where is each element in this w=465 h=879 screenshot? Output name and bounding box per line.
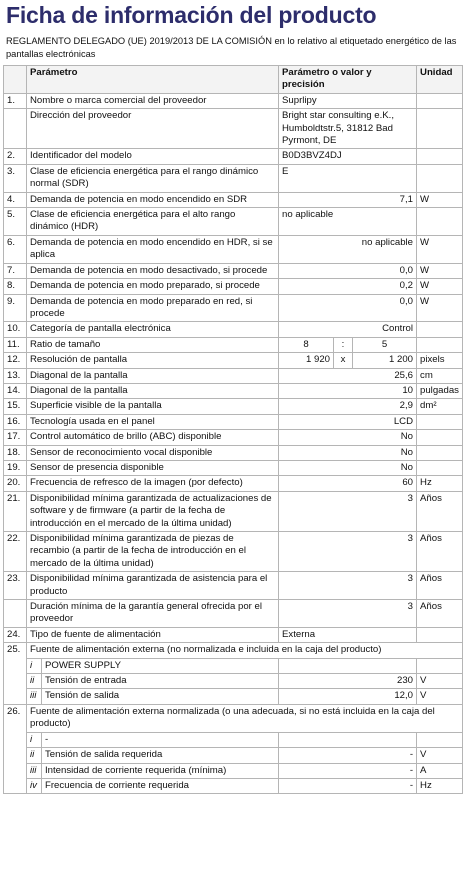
table-row: [4, 353, 463, 368]
row-parameter: Tipo de fuente de alimentación: [27, 627, 279, 642]
row-value: 3: [279, 572, 417, 600]
row-parameter: Diagonal de la pantalla: [27, 368, 279, 383]
row-number: 25.: [4, 643, 27, 705]
sub-unit: V: [417, 674, 463, 689]
row-unit: pulgadas: [417, 383, 463, 398]
row-number: 7.: [4, 263, 27, 278]
sub-parameter: Intensidad de corriente requerida (mínima): [42, 763, 279, 778]
row-parameter: Demanda de potencia en modo preparado en red, si procede: [27, 294, 279, 322]
row-number: 13.: [4, 368, 27, 383]
header-value: Parámetro o valor y precisión: [279, 66, 417, 94]
row-parameter: Diagonal de la pantalla: [27, 383, 279, 398]
row-number: 1.: [4, 93, 27, 108]
row-parameter: Tecnología usada en el panel: [27, 414, 279, 429]
row-number: 2.: [4, 149, 27, 164]
row-value: 0,2: [279, 279, 417, 294]
sub-index: ii: [27, 674, 42, 689]
ratio-width: 8: [279, 337, 334, 352]
sub-index: ii: [27, 748, 42, 763]
table-row: [4, 414, 463, 429]
row-number: [4, 109, 27, 149]
row-number: 12.: [4, 353, 27, 368]
row-number: 23.: [4, 572, 27, 600]
row-value: 0,0: [279, 294, 417, 322]
table-row: [4, 294, 463, 322]
sub-parameter: Tensión de salida requerida: [42, 748, 279, 763]
row-number: 9.: [4, 294, 27, 322]
table-row: [4, 600, 463, 628]
row-parameter: Disponibilidad mínima garantizada de actualizaciones de software y de firmware (a partir de la fecha de introducción en el mercado de la última unidad): [27, 491, 279, 531]
table-row: [4, 476, 463, 491]
table-row: [4, 164, 463, 192]
row-unit: [417, 430, 463, 445]
row-parameter: Frecuencia de refresco de la imagen (por defecto): [27, 476, 279, 491]
row-value: no aplicable: [279, 235, 417, 263]
row-parameter: Categoría de pantalla electrónica: [27, 322, 279, 337]
sub-row: [4, 674, 463, 689]
row-number: 11.: [4, 337, 27, 352]
resolution-separator: x: [334, 353, 353, 368]
row-parameter: Identificador del modelo: [27, 149, 279, 164]
row-value: 25,6: [279, 368, 417, 383]
sub-unit: V: [417, 748, 463, 763]
table-body: [4, 93, 463, 794]
row-unit: [417, 627, 463, 642]
header-unit: Unidad: [417, 66, 463, 94]
row-unit: [417, 208, 463, 236]
row-unit: Años: [417, 491, 463, 531]
row-number: 21.: [4, 491, 27, 531]
row-parameter: Clase de eficiencia energética para el alto rango dinámico (HDR): [27, 208, 279, 236]
row-value: 0,0: [279, 263, 417, 278]
table-row: [4, 643, 463, 658]
row-number: 22.: [4, 532, 27, 572]
row-unit: Hz: [417, 476, 463, 491]
row-value: 3: [279, 532, 417, 572]
table-row: [4, 368, 463, 383]
row-unit: cm: [417, 368, 463, 383]
table-row: [4, 337, 463, 352]
sub-value: [279, 658, 417, 673]
group-title: Fuente de alimentación externa normalizada (o una adecuada, si no está incluida en la caja del producto): [27, 704, 463, 732]
row-value: 3: [279, 600, 417, 628]
row-parameter: Demanda de potencia en modo encendido en HDR, si se aplica: [27, 235, 279, 263]
table-row: [4, 235, 463, 263]
table-row: [4, 491, 463, 531]
sub-value: -: [279, 778, 417, 793]
sub-parameter: Tensión de entrada: [42, 674, 279, 689]
row-value: Bright star consulting e.K., Humboldtstr.5, 31812 Bad Pyrmont, DE: [279, 109, 417, 149]
row-unit: [417, 149, 463, 164]
sub-row: [4, 778, 463, 793]
table-row: [4, 460, 463, 475]
group-title: Fuente de alimentación externa (no normalizada e incluida en la caja del producto): [27, 643, 463, 658]
row-unit: W: [417, 294, 463, 322]
row-value: LCD: [279, 414, 417, 429]
row-unit: W: [417, 263, 463, 278]
row-unit: [417, 93, 463, 108]
row-parameter: Dirección del proveedor: [27, 109, 279, 149]
table-row: [4, 322, 463, 337]
row-number: 17.: [4, 430, 27, 445]
row-parameter: Nombre o marca comercial del proveedor: [27, 93, 279, 108]
row-parameter: Sensor de presencia disponible: [27, 460, 279, 475]
sub-row: [4, 689, 463, 704]
row-number: 8.: [4, 279, 27, 294]
sub-row: [4, 748, 463, 763]
ratio-height: 5: [353, 337, 417, 352]
row-parameter: Control automático de brillo (ABC) disponible: [27, 430, 279, 445]
sub-parameter: -: [42, 732, 279, 747]
sub-index: iii: [27, 763, 42, 778]
row-number: 16.: [4, 414, 27, 429]
row-parameter: Demanda de potencia en modo desactivado, si procede: [27, 263, 279, 278]
resolution-height: 1 200: [353, 353, 417, 368]
row-value: 60: [279, 476, 417, 491]
table-row: [4, 263, 463, 278]
sub-value: 12,0: [279, 689, 417, 704]
row-unit: W: [417, 279, 463, 294]
row-value: 3: [279, 491, 417, 531]
row-unit: [417, 322, 463, 337]
row-unit: W: [417, 235, 463, 263]
row-unit: [417, 460, 463, 475]
row-unit: W: [417, 192, 463, 207]
sub-index: iii: [27, 689, 42, 704]
row-value: No: [279, 430, 417, 445]
row-number: 4.: [4, 192, 27, 207]
table-row: [4, 399, 463, 414]
row-value: No: [279, 460, 417, 475]
row-parameter: Demanda de potencia en modo encendido en SDR: [27, 192, 279, 207]
ratio-separator: :: [334, 337, 353, 352]
row-number: 6.: [4, 235, 27, 263]
sub-parameter: POWER SUPPLY: [42, 658, 279, 673]
table-row: [4, 279, 463, 294]
regulation-subtitle: REGLAMENTO DELEGADO (UE) 2019/2013 DE LA COMISIÓN en lo relativo al etiquetado energético de las pantallas electrónicas: [6, 36, 457, 59]
sub-unit: A: [417, 763, 463, 778]
table-row: [4, 93, 463, 108]
row-value: Control: [279, 322, 417, 337]
sub-index: i: [27, 658, 42, 673]
sub-unit: V: [417, 689, 463, 704]
sub-index: iv: [27, 778, 42, 793]
table-row: [4, 430, 463, 445]
table-row: [4, 383, 463, 398]
sub-row: [4, 763, 463, 778]
table-row: [4, 704, 463, 732]
row-number: 24.: [4, 627, 27, 642]
sub-value: 230: [279, 674, 417, 689]
row-number: 15.: [4, 399, 27, 414]
table-row: [4, 208, 463, 236]
row-parameter: Sensor de reconocimiento vocal disponible: [27, 445, 279, 460]
row-unit: Años: [417, 600, 463, 628]
table-row: [4, 445, 463, 460]
row-parameter: Disponibilidad mínima garantizada de piezas de recambio (a partir de la fecha de introducción en el mercado de la última unidad): [27, 532, 279, 572]
row-parameter: Resolución de pantalla: [27, 353, 279, 368]
row-parameter: Disponibilidad mínima garantizada de asistencia para el producto: [27, 572, 279, 600]
row-parameter: Duración mínima de la garantía general ofrecida por el proveedor: [27, 600, 279, 628]
row-number: 5.: [4, 208, 27, 236]
row-unit: [417, 414, 463, 429]
sub-parameter: Tensión de salida: [42, 689, 279, 704]
row-unit: [417, 164, 463, 192]
row-value: no aplicable: [279, 208, 417, 236]
product-info-table: [3, 65, 463, 794]
row-unit: [417, 337, 463, 352]
sub-row: [4, 732, 463, 747]
row-unit: [417, 109, 463, 149]
header-number: [4, 66, 27, 94]
page-title: Ficha de información del producto: [6, 2, 377, 28]
sub-unit: Hz: [417, 778, 463, 793]
table-header-row: [4, 66, 463, 94]
table-row: [4, 149, 463, 164]
row-number: 19.: [4, 460, 27, 475]
sub-index: i: [27, 732, 42, 747]
sub-value: [279, 732, 417, 747]
table-row: [4, 192, 463, 207]
table-row: [4, 532, 463, 572]
row-unit: pixels: [417, 353, 463, 368]
row-value: Externa: [279, 627, 417, 642]
sub-row: [4, 658, 463, 673]
table-row: [4, 572, 463, 600]
row-value: 2,9: [279, 399, 417, 414]
row-parameter: Superficie visible de la pantalla: [27, 399, 279, 414]
table-row: [4, 109, 463, 149]
row-number: 14.: [4, 383, 27, 398]
table-row: [4, 627, 463, 642]
row-number: 10.: [4, 322, 27, 337]
row-unit: dm²: [417, 399, 463, 414]
row-unit: [417, 445, 463, 460]
row-number: 20.: [4, 476, 27, 491]
row-parameter: Ratio de tamaño: [27, 337, 279, 352]
row-number: 18.: [4, 445, 27, 460]
sub-value: -: [279, 763, 417, 778]
sub-parameter: Frecuencia de corriente requerida: [42, 778, 279, 793]
row-unit: Años: [417, 572, 463, 600]
sub-unit: [417, 732, 463, 747]
header-parameter: Parámetro: [27, 66, 279, 94]
row-number: 3.: [4, 164, 27, 192]
row-unit: Años: [417, 532, 463, 572]
row-number: [4, 600, 27, 628]
row-value: 7,1: [279, 192, 417, 207]
row-parameter: Clase de eficiencia energética para el rango dinámico normal (SDR): [27, 164, 279, 192]
row-value: E: [279, 164, 417, 192]
row-value: Suprlipy: [279, 93, 417, 108]
row-value: B0D3BVZ4DJ: [279, 149, 417, 164]
sub-value: -: [279, 748, 417, 763]
resolution-width: 1 920: [279, 353, 334, 368]
row-value: No: [279, 445, 417, 460]
row-value: 10: [279, 383, 417, 398]
sub-unit: [417, 658, 463, 673]
row-parameter: Demanda de potencia en modo preparado, si procede: [27, 279, 279, 294]
row-number: 26.: [4, 704, 27, 793]
